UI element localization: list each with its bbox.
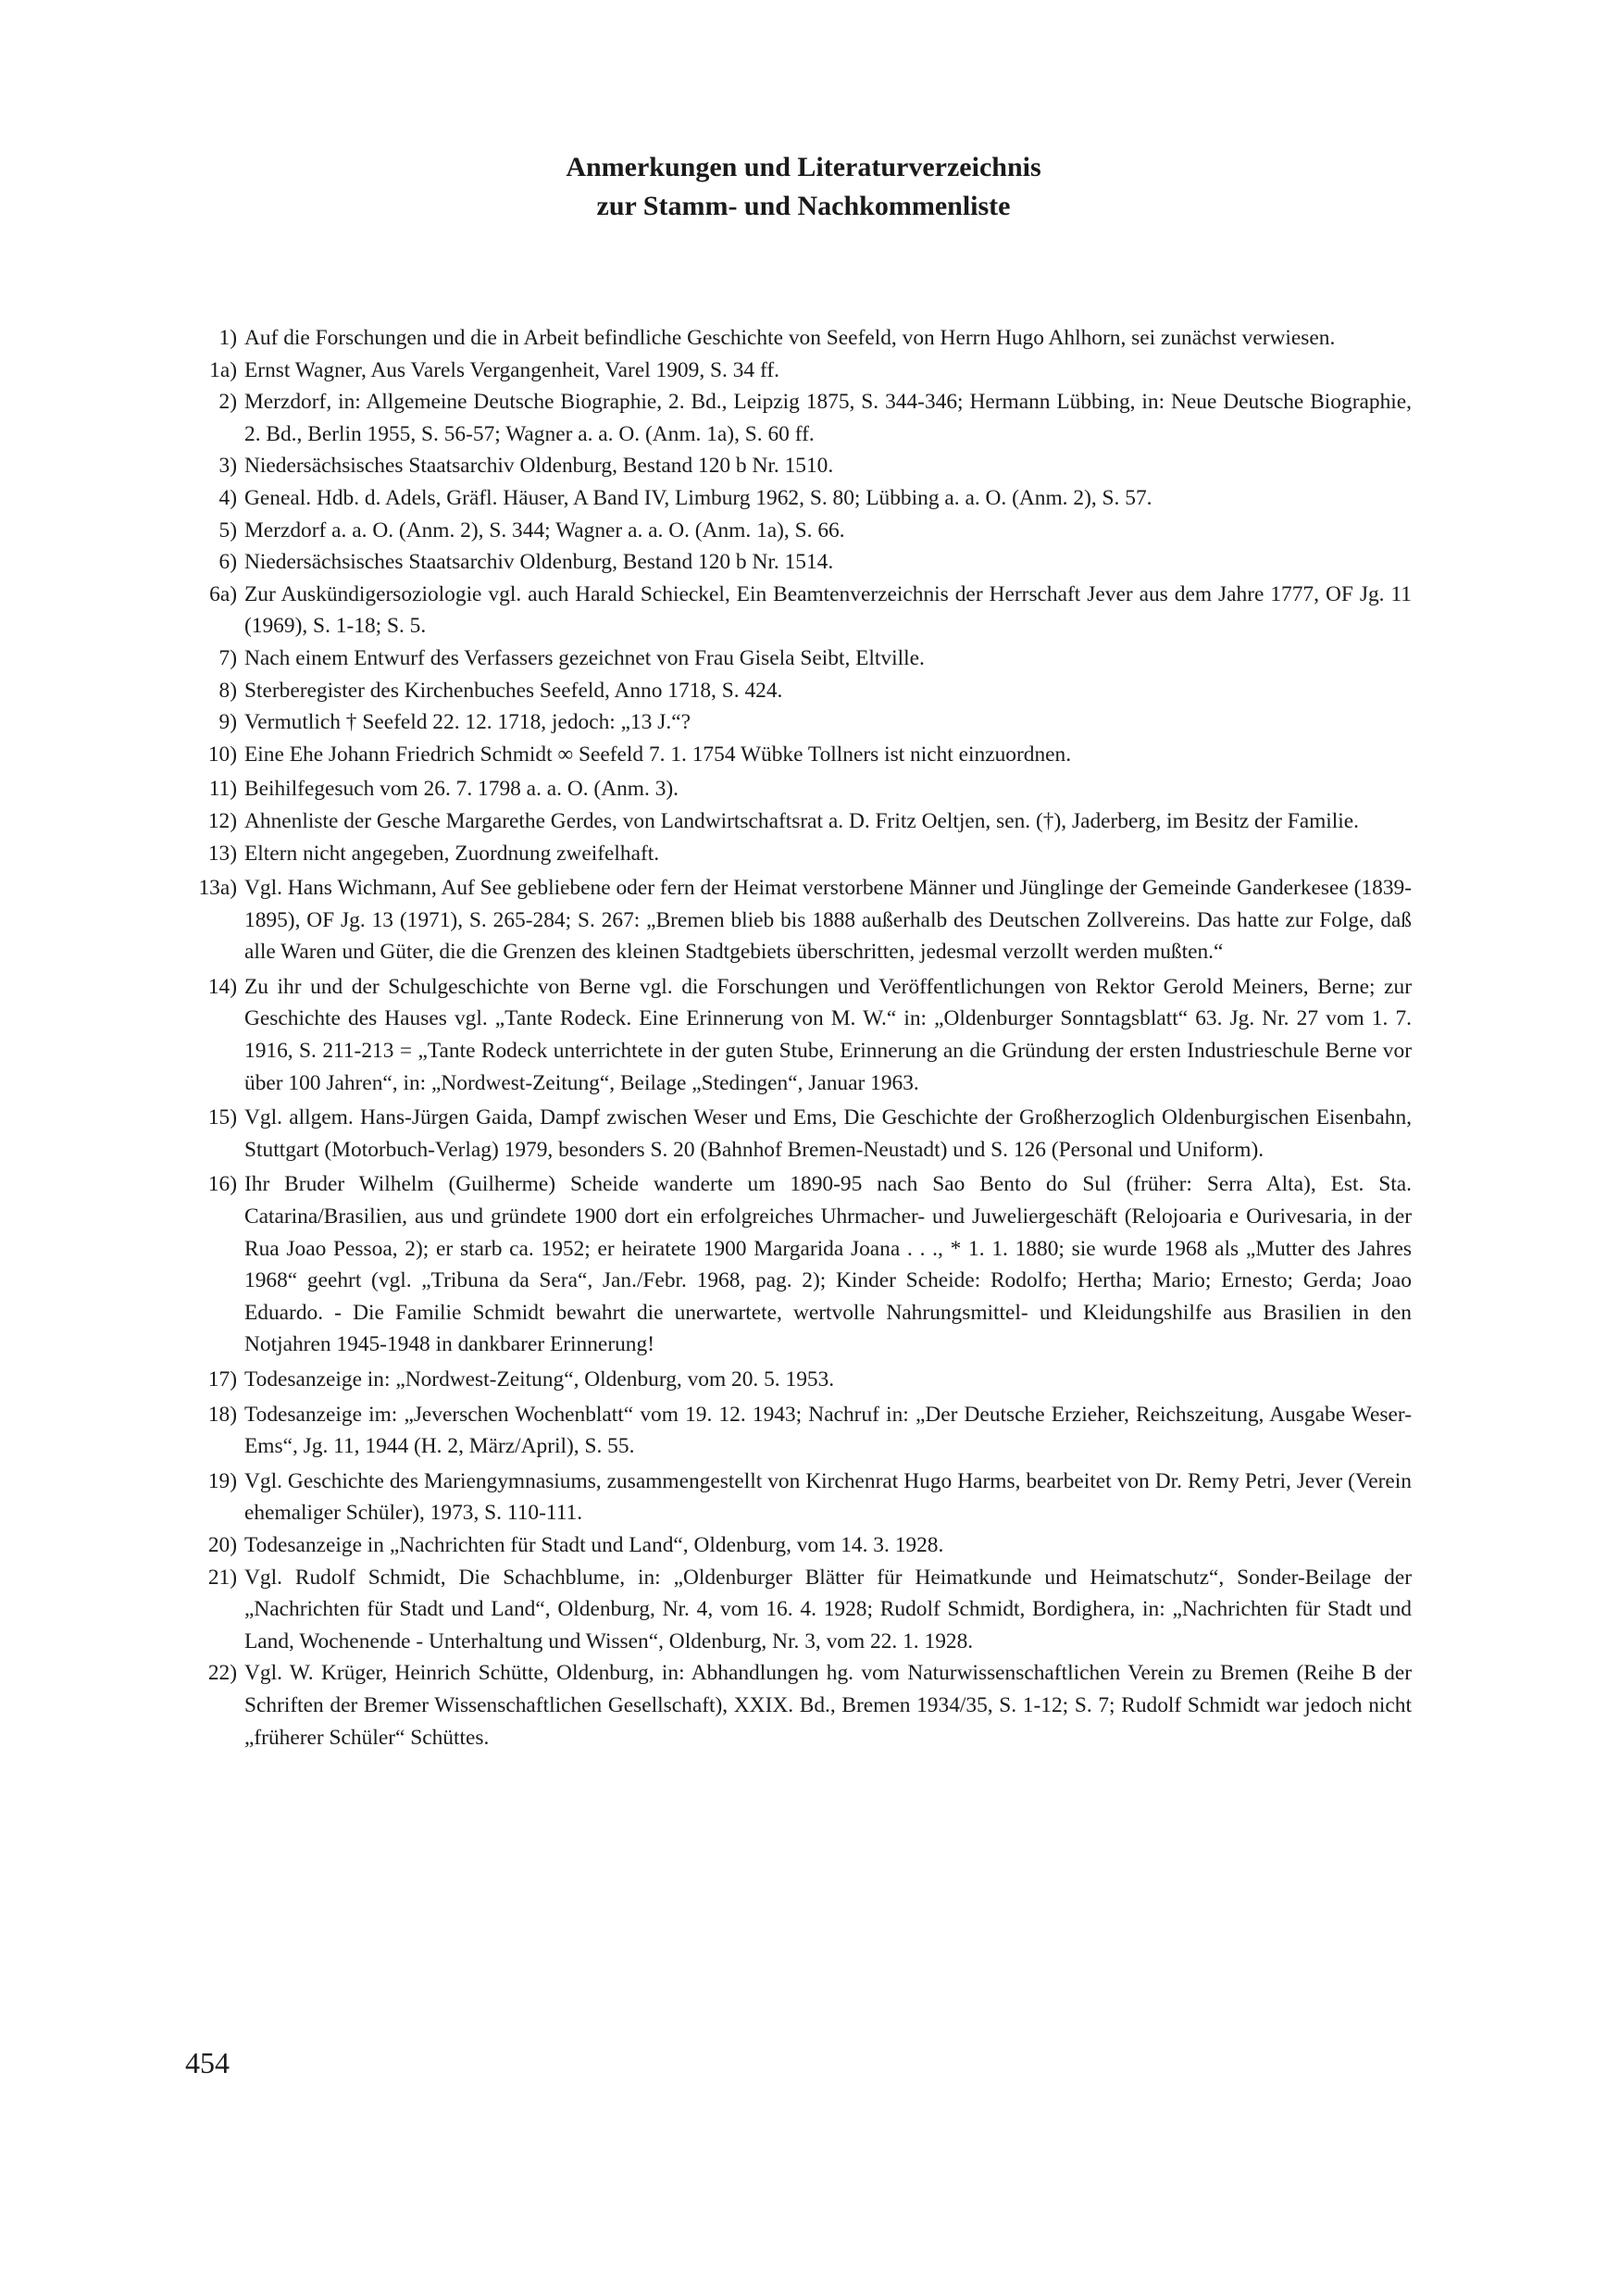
footnote-text: Merzdorf, in: Allgemeine Deutsche Biographie, 2. Bd., Leipzig 1875, S. 344-346; Hermann Lübbing, in: Neue Deutsche Biographie, 2. Bd., Berlin 1955, S. 56-57; Wagner a. a. O. (Anm. 1a), S. 60 ff.: [244, 390, 1412, 446]
footnote-item: [185, 1562, 1412, 1658]
footnote-number: 14): [207, 974, 237, 999]
footnote-number: 22): [207, 1661, 237, 1686]
footnote-text: Sterberegister des Kirchenbuches Seefeld, Anno 1718, S. 424.: [244, 678, 783, 703]
footnote-text: Zu ihr und der Schulgeschichte von Berne vgl. die Forschungen und Veröffentlichungen von Rektor Gerold Meiners, Berne; zur Geschichte des Hauses vgl. „Tante Rodeck. Eine Erinnerung von M. W.“ in: „Oldenburger Sonntagsblatt“ 63. Jg. Nr. 27 vom 1. 7. 1916, S. 211-213 = „Tante Rodeck unterrichtete in der guten Stube, Erinnerung an die Gründung der ersten Industrieschule Berne vor über 100 Jahren“, in: „Nordwest-Zeitung“, Beilage „Stedingen“, Januar 1963.: [244, 974, 1412, 1095]
footnote-number: 6): [218, 550, 237, 575]
footnote-list: [185, 322, 1412, 1753]
footnote-number: 1a): [209, 357, 237, 382]
title-line-1: Anmerkungen und Literaturverzeichnis: [566, 152, 1041, 182]
footnote-item: [185, 706, 1412, 739]
footnote-text: Vgl. W. Krüger, Heinrich Schütte, Oldenburg, in: Abhandlungen hg. vom Naturwissenschaftlichen Verein zu Bremen (Reihe B der Schriften der Bremer Wissenschaftlichen Gesellschaft), XXIX. Bd., Bremen 1934/35, S. 1-12; S. 7; Rudolf Schmidt war jedoch nicht „früherer Schüler“ Schüttes.: [244, 1661, 1412, 1750]
footnote-text: Eine Ehe Johann Friedrich Schmidt ∞ Seefeld 7. 1. 1754 Wübke Tollners ist nicht einzuordnen.: [244, 742, 1072, 767]
footnote-item: [185, 773, 1412, 805]
footnote-item: [185, 1102, 1412, 1166]
footnote-number: 3): [218, 454, 237, 479]
footnote-item: [185, 546, 1412, 579]
footnote-number: 18): [207, 1402, 237, 1427]
footnote-text: Nach einem Entwurf des Verfassers gezeichnet von Frau Gisela Seibt, Eltville.: [244, 645, 925, 670]
page-title: [0, 148, 1607, 226]
footnote-item: [185, 675, 1412, 707]
footnote-number: 2): [218, 390, 237, 415]
footnote-number: 21): [207, 1565, 237, 1590]
footnote-number: 20): [207, 1532, 237, 1557]
footnote-item: [185, 739, 1412, 771]
footnote-item: [185, 1168, 1412, 1361]
footnote-number: 11): [208, 777, 237, 802]
footnote-text: Vgl. allgem. Hans-Jürgen Gaida, Dampf zwischen Weser und Ems, Die Geschichte der Großherzoglich Oldenburgischen Eisenbahn, Stuttgart (Motorbuch-Verlag) 1979, besonders S. 20 (Bahnhof Bremen-Neustadt) und S. 126 (Personal und Uniform).: [244, 1105, 1412, 1162]
footnote-number: 16): [207, 1172, 237, 1197]
footnote-number: 7): [218, 645, 237, 670]
footnote-text: Vgl. Rudolf Schmidt, Die Schachblume, in: „Oldenburger Blätter für Heimatkunde und Heimatschutz“, Sonder-Beilage der „Nachrichten für Stadt und Land“, Oldenburg, Nr. 4, vom 16. 4. 1928; Rudolf Schmidt, Bordighera, in: „Nachrichten für Stadt und Land, Wochenende - Unterhaltung und Wissen“, Oldenburg, Nr. 3, vom 22. 1. 1928.: [244, 1565, 1412, 1653]
footnote-text: Niedersächsisches Staatsarchiv Oldenburg, Bestand 120 b Nr. 1514.: [244, 550, 834, 575]
page-number: 454: [185, 2046, 230, 2079]
footnote-text: Auf die Forschungen und die in Arbeit befindliche Geschichte von Seefeld, von Herrn Hugo Ahlhorn, sei zunächst verwiesen.: [244, 326, 1336, 350]
footnote-item: [185, 971, 1412, 1099]
footnote-number: 8): [218, 678, 237, 703]
footnote-text: Ihr Bruder Wilhelm (Guilherme) Scheide wanderte um 1890-95 nach Sao Bento do Sul (früher: Serra Alta), Est. Sta. Catarina/Brasilien, aus und gründete 1900 dort ein erfolgreiches Uhrmacher- und Juweliergeschäft (Relojoaria e Ourivesaria, in der Rua Joao Pessoa, 2); er starb ca. 1952; er heiratete 1900 Margarida Joana . . ., * 1. 1. 1880; sie wurde 1968 als „Mutter des Jahres 1968“ geehrt (vgl. „Tribuna da Sera“, Jan./Febr. 1968, pag. 2); Kinder Scheide: Rodolfo; Hertha; Mario; Ernesto; Gerda; Joao Eduardo. - Die Familie Schmidt bewahrt die unerwartete, wertvolle Nahrungsmittel- und Kleidungshilfe aus Brasilien in den Notjahren 1945-1948 in dankbarer Erinnerung!: [244, 1172, 1412, 1357]
footnote-item: [185, 450, 1412, 482]
footnote-item: [185, 1529, 1412, 1562]
footnote-item: [185, 1466, 1412, 1529]
footnote-text: Merzdorf a. a. O. (Anm. 2), S. 344; Wagner a. a. O. (Anm. 1a), S. 66.: [244, 518, 845, 543]
footnote-item: [185, 805, 1412, 838]
footnote-text: Niedersächsisches Staatsarchiv Oldenburg, Bestand 120 b Nr. 1510.: [244, 454, 834, 479]
footnote-item: [185, 386, 1412, 450]
footnote-text: Vgl. Geschichte des Mariengymnasiums, zusammengestellt von Kirchenrat Hugo Harms, bearbeitet von Dr. Remy Petri, Jever (Verein ehemaliger Schüler), 1973, S. 110-111.: [244, 1468, 1412, 1526]
footnote-item: [185, 1657, 1412, 1753]
footnote-text: Ernst Wagner, Aus Varels Vergangenheit, Varel 1909, S. 34 ff.: [244, 357, 779, 382]
footnote-item: [185, 322, 1412, 355]
footnote-text: Ahnenliste der Gesche Margarethe Gerdes, von Landwirtschaftsrat a. D. Fritz Oeltjen, sen. (†), Jaderberg, im Besitz der Familie.: [244, 808, 1360, 833]
footnote-item: [185, 515, 1412, 547]
footnote-number: 4): [218, 485, 237, 510]
footnote-item: [185, 579, 1412, 643]
footnote-number: 12): [207, 808, 237, 833]
footnote-item: [185, 355, 1412, 387]
footnote-number: 15): [207, 1105, 237, 1130]
footnote-number: 19): [207, 1468, 237, 1493]
title-line-2: zur Stamm- und Nachkommenliste: [596, 191, 1011, 221]
footnote-number: 13a): [198, 876, 237, 901]
footnote-text: Vgl. Hans Wichmann, Auf See gebliebene oder fern der Heimat verstorbene Männer und Jünglinge der Gemeinde Ganderkesee (1839-1895), OF Jg. 13 (1971), S. 265-284; S. 267: „Bremen blieb bis 1888 außerhalb des Deutschen Zollvereins. Das hatte zur Folge, daß alle Waren und Güter, die die Grenzen des kleinen Stadtgebiets überschritten, jedesmal verzollt werden mußten.“: [244, 876, 1412, 965]
footnote-text: Todesanzeige in „Nachrichten für Stadt und Land“, Oldenburg, vom 14. 3. 1928.: [244, 1532, 944, 1557]
footnote-item: [185, 1399, 1412, 1463]
footnote-number: 1): [218, 326, 237, 350]
footnote-item: [185, 838, 1412, 870]
footnote-text: Geneal. Hdb. d. Adels, Gräfl. Häuser, A Band IV, Limburg 1962, S. 80; Lübbing a. a. O. (Anm. 2), S. 57.: [244, 485, 1152, 510]
footnote-number: 9): [218, 710, 237, 735]
footnote-item: [185, 643, 1412, 675]
footnote-number: 17): [207, 1367, 237, 1391]
footnote-number: 5): [218, 518, 237, 543]
footnote-item: [185, 1364, 1412, 1396]
footnote-number: 13): [207, 841, 237, 866]
footnote-text: Todesanzeige im: „Jeverschen Wochenblatt“ vom 19. 12. 1943; Nachruf in: „Der Deutsche Erzieher, Reichszeitung, Ausgabe Weser-Ems“, Jg. 11, 1944 (H. 2, März/April), S. 55.: [244, 1402, 1412, 1459]
footnote-text: Eltern nicht angegeben, Zuordnung zweifelhaft.: [244, 841, 660, 866]
footnote-number: 6a): [209, 581, 237, 606]
footnote-number: 10): [207, 742, 237, 767]
footnote-text: Todesanzeige in: „Nordwest-Zeitung“, Oldenburg, vom 20. 5. 1953.: [244, 1367, 835, 1391]
footnote-text: Beihilfegesuch vom 26. 7. 1798 a. a. O. (Anm. 3).: [244, 777, 679, 802]
footnote-item: [185, 872, 1412, 968]
footnote-text: Vermutlich † Seefeld 22. 12. 1718, jedoch: „13 J.“?: [244, 710, 691, 735]
footnote-item: [185, 482, 1412, 515]
footnote-text: Zur Auskündigersoziologie vgl. auch Harald Schieckel, Ein Beamtenverzeichnis der Herrschaft Jever aus dem Jahre 1777, OF Jg. 11 (1969), S. 1-18; S. 5.: [244, 581, 1412, 639]
